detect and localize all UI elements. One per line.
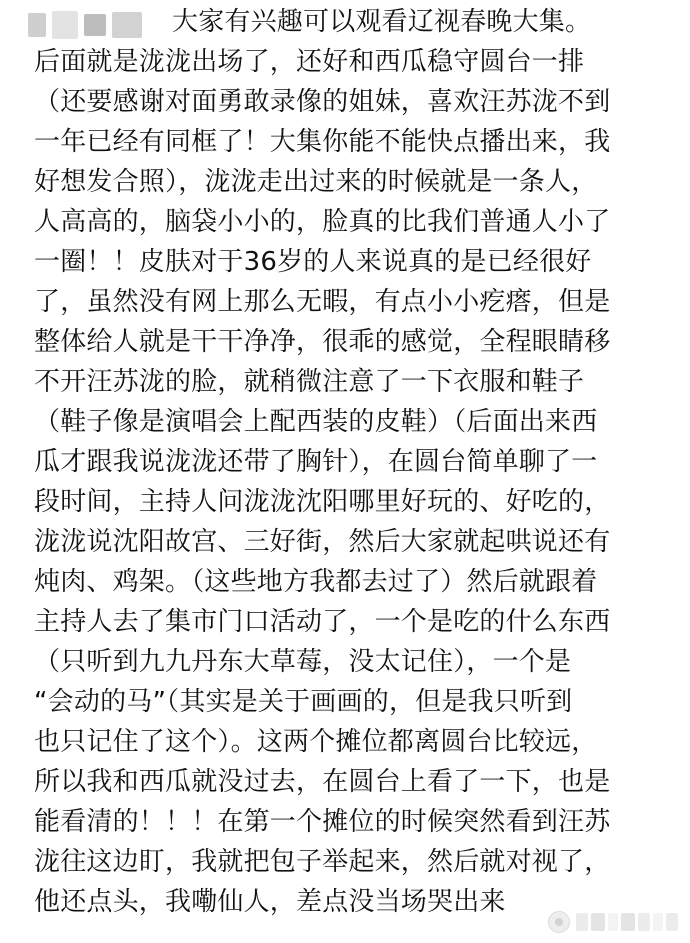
- post-line: 炖肉、鸡架。（这些地方我都去过了）然后就跟着: [34, 567, 598, 597]
- redacted-username: [28, 8, 150, 42]
- post-line: 泷泷说沈阳故宫、三好街，然后大家就起哄说还有: [34, 527, 611, 557]
- post-line: 他还点头，我嘞仙人，差点没当场哭出来: [34, 887, 506, 917]
- post-line: 能看清的！！！在第一个摊位的时候突然看到汪苏: [34, 807, 611, 837]
- post-line: 泷往这边盯，我就把包子举起来，然后就对视了，: [34, 847, 611, 877]
- post-line: 一圈！！皮肤对于36岁的人来说真的是已经很好: [34, 247, 592, 277]
- watermark: [548, 909, 678, 935]
- post-line: 瓜才跟我说泷泷还带了胸针），在圆台简单聊了一: [34, 447, 598, 477]
- watermark-logo-icon: [548, 911, 570, 933]
- post-line: 主持人去了集市门口活动了，一个是吃的什么东西: [34, 607, 611, 637]
- post-line: （鞋子像是演唱会上配西装的皮鞋）（后面出来西: [34, 407, 598, 437]
- post-line: 也只记住了这个）。这两个摊位都离圆台比较远，: [34, 727, 598, 757]
- post-line: “会动的马”（其实是关于画画的，但是我只听到: [34, 687, 573, 717]
- post-line: 不开汪苏泷的脸，就稍微注意了一下衣服和鞋子: [34, 367, 585, 397]
- post-line: 所以我和西瓜就没过去，在圆台上看了一下，也是: [34, 767, 611, 797]
- redaction-block: [52, 11, 78, 39]
- redaction-block: [112, 12, 142, 38]
- post-line: 整体给人就是干干净净，很乖的感觉，全程眼睛移: [34, 327, 611, 357]
- post-line: 人高高的，脑袋小小的，脸真的比我们普通人小了: [34, 207, 611, 237]
- watermark-text-redacted: [576, 913, 678, 931]
- post-line: 大家有兴趣可以观看辽视春晚大集。: [172, 7, 592, 37]
- redaction-block: [28, 13, 46, 37]
- post-line: 段时间，主持人问泷泷沈阳哪里好玩的、好吃的，: [34, 487, 611, 517]
- post-line: 一年已经有同框了！大集你能不能快点播出来，我: [34, 127, 611, 157]
- post-line: （还要感谢对面勇敢录像的姐妹，喜欢汪苏泷不到: [34, 87, 611, 117]
- redaction-block: [84, 14, 106, 36]
- post-line: 后面就是泷泷出场了，还好和西瓜稳守圆台一排: [34, 47, 585, 77]
- post-line: 好想发合照），泷泷走出过来的时候就是一条人，: [34, 167, 598, 197]
- post-line: （只听到九九丹东大草莓，没太记住），一个是: [34, 647, 572, 677]
- post-line: 了，虽然没有网上那么无暇，有点小小疙瘩，但是: [34, 287, 611, 317]
